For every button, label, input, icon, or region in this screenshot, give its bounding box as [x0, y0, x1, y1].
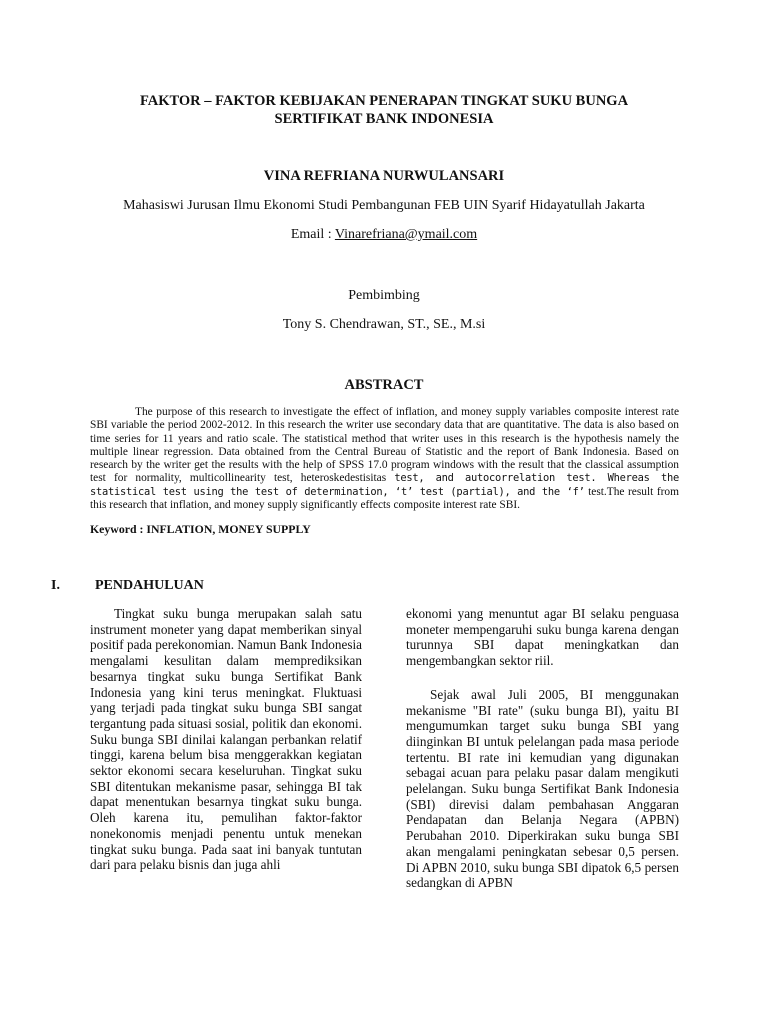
abstract-paragraph: [90, 406, 679, 512]
title-line-2: SERTIFIKAT BANK INDONESIA: [274, 111, 494, 127]
section-title: PENDAHULUAN: [95, 578, 204, 593]
email-label: Email :: [290, 227, 335, 242]
author-affiliation: Mahasiswi Jurusan Ilmu Ekonomi Studi Pembangunan FEB UIN Syarif Hidayatullah Jakarta: [123, 198, 645, 213]
email-link[interactable]: Vinarefriana@ymail.com: [334, 227, 478, 242]
abstract-body: [90, 406, 679, 512]
section-number: I.: [51, 578, 60, 593]
author-email: [0, 227, 768, 243]
left-column: [90, 606, 362, 873]
right-paragraph-1: ekonomi yang menuntut agar BI selaku penguasa moneter mempengaruhi suku bunga karena dengan turunnya SBI dapat meningkatkan dan mengembangkan sektor riil.: [406, 606, 679, 669]
supervisor-label: Pembimbing: [348, 288, 420, 303]
supervisor-name: Tony S. Chendrawan, ST., SE., M.si: [282, 317, 486, 332]
abstract-heading: ABSTRACT: [344, 377, 424, 393]
right-paragraph-2: Sejak awal Juli 2005, BI menggunakan mekanisme "BI rate" (suku bunga BI), yaitu BI mengumumkan target suku bunga SBI yang diinginkan BI untuk pelelangan pada masa periode tertentu. BI rate ini kemudian yang digunakan sebagai acuan para pelaku pasar dalam mengikuti pelelangan. Suku bunga Sertifikat Bank Indonesia (SBI) direvisi dalam pembahasan Anggaran Pendapatan dan Belanja Negara (APBN) Perubahan 2010. Diperkirakan suku bunga SBI akan mengalami peningkatan sebesar 0,5 persen. Di APBN 2010, suku bunga SBI dipatok 6,5 persen sedangkan di APBN: [406, 686, 679, 891]
paper-title: [0, 92, 768, 128]
title-line-1: FAKTOR – FAKTOR KEBIJAKAN PENERAPAN TINGKAT SUKU BUNGA: [139, 93, 629, 109]
abstract-keywords: Keyword : INFLATION, MONEY SUPPLY: [90, 522, 311, 536]
abstract-text-3: test.The result from this research that inflation, and money supply significantly effects composite interest rate SBI.: [90, 485, 679, 512]
author-name: VINA REFRIANA NURWULANSARI: [263, 168, 505, 184]
abstract-text-2: test, and autocorrelation test. Whereas the statistical test using the test of determination, ‘t’ test (partial), and the ‘f’: [90, 472, 679, 498]
left-paragraph: Tingkat suku bunga merupakan salah satu instrument moneter yang dapat memberikan sinyal positif pada perekonomian. Namun Bank Indonesia mengalami kesulitan dalam memprediksikan besarnya tingkat suku bunga Sertifikat Bank Indonesia yang kini terus meningkat. Fluktuasi yang terjadi pada tingkat suku bunga SBI sangat tergantung pada situasi sosial, politik dan ekonomi. Suku bunga SBI dinilai kalangan perbankan relatif tinggi, karena belum bisa menggerakkan kegiatan sektor ekonomi secara keseluruhan. Tingkat suku SBI ditentukan mekanisme pasar, sehingga BI tak dapat menentukan besarnya tingkat suku bunga. Oleh karena itu, pemulihan faktor-faktor nonekonomis menjadi penentu untuk menekan tingkat suku bunga. Pada saat ini banyak tuntutan dari para pelaku bisnis dan juga ahli: [90, 606, 362, 873]
abstract-text-1: The purpose of this research to investigate the effect of inflation, and money supply variables composite interest rate SBI variable the period 2002-2012. In this research the writer use secondary data that are quantitative. The data is also based on time series for 11 years and ratio scale. The statistical method that writer uses in this research is the hypothesis namely the multiple linear regression. Data obtained from the Central Bureau of Statistic and the report of Bank Indonesia. Based on research by the writer get the results with the help of SPSS 17.0 program windows with the result that the classical assumption test for normality, multicollinearity test, heteroskedestisitas: [90, 406, 679, 485]
right-column: [406, 606, 679, 891]
